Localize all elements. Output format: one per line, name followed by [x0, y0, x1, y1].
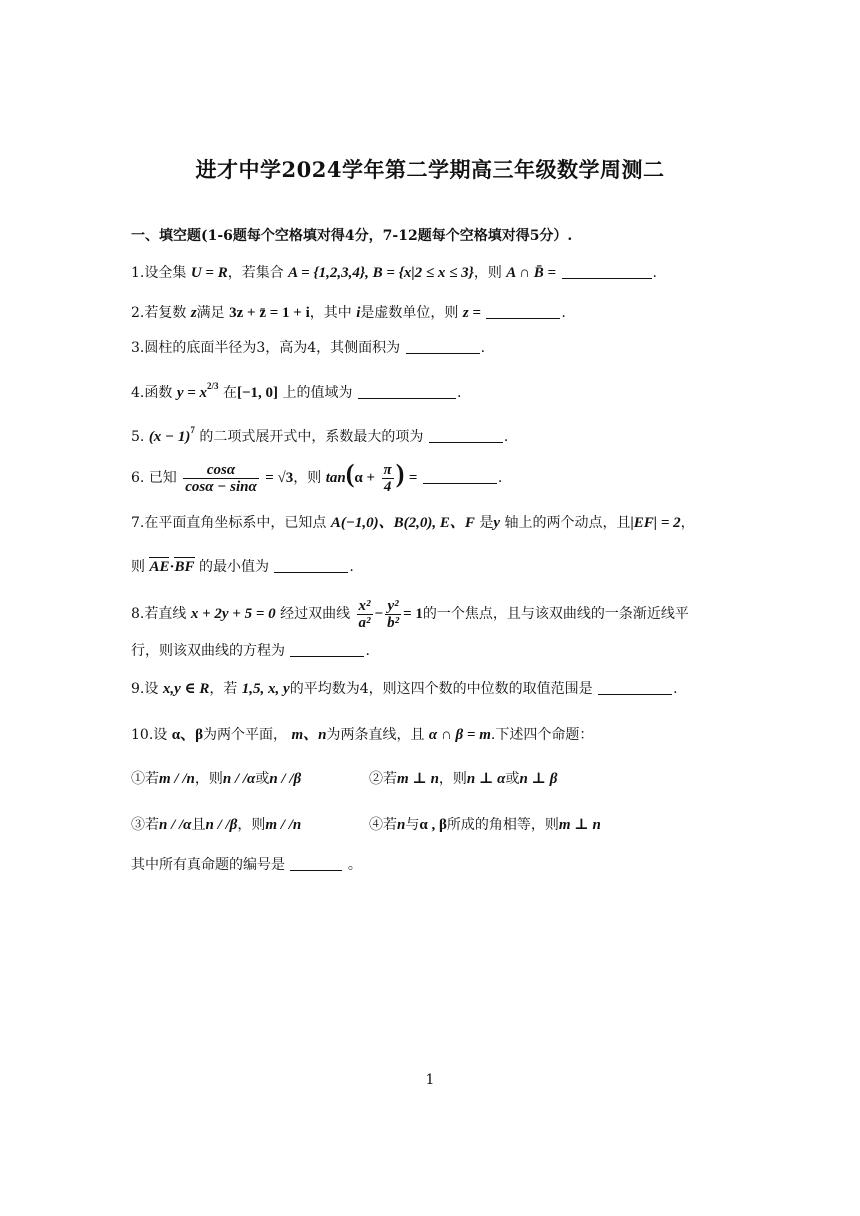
question-4: 4.函数 $y = x^{2/3}$ 在[−1, 0] 上的值域为 .: [131, 381, 462, 401]
question-10: 10.设 α、β为两个平面， m、n为两条直线，且 α ∩ β = m.下述四个命题：: [131, 727, 594, 743]
fraction: $\frac{\text{x²}}{\text{a²}}$: [358, 597, 371, 631]
answer-blank: [406, 339, 480, 354]
fraction: $\frac{\cos\alpha}{\cos\alpha - \sin\alpha}$: [185, 461, 257, 495]
question-6: 6. 已知 $\frac{\cos\alpha}{\cos\alpha - \sin\alpha}$ = √3，则 tan(α + $\frac{\pi}{4}$ ) = .: [131, 459, 503, 495]
proposition-row-2: [131, 814, 740, 836]
answer-blank: [486, 304, 560, 319]
answer-blank: [358, 384, 456, 399]
question-7: 7.在平面直角坐标系中，已知点 A(−1,0)、B(2,0), E、F 是y 轴上的两个动点，且|EF| = 2，: [131, 515, 695, 531]
answer-blank: [290, 642, 364, 657]
document-title: 进才中学2024学年第二学期高三年级数学周测二: [195, 157, 665, 182]
answer-blank: [598, 680, 672, 695]
answer-blank: [290, 856, 342, 871]
fraction: $\frac{\pi}{4}$: [383, 461, 392, 495]
proposition-3: ③若n / /α且n / /β，则m / /n: [131, 817, 302, 833]
question-1: 1.设全集 U = R，若集合 A = {1,2,3,4}, B = {x|2 ≤ x ≤ 3}，则 A ∩ B̄ = .: [131, 265, 657, 281]
proposition-2: ②若m ⊥ n，则n ⊥ α或n ⊥ β: [369, 771, 558, 787]
question-5: 5. $(x - 1)^7$ 的二项式展开式中，系数最大的项为 .: [131, 425, 509, 445]
answer-blank: [274, 558, 348, 573]
question-9: 9.设 x,y ∈ R，若 1,5, x, y的平均数为4，则这四个数的中位数的取值范围是 .: [131, 681, 678, 697]
proposition-1: ①若m / /n，则n / /α或n / /β: [131, 771, 302, 787]
question-8-line-2: 行，则该双曲线的方程为 .: [131, 643, 370, 659]
answer-blank: [562, 264, 652, 279]
answer-blank: [429, 428, 503, 443]
proposition-row-1: [131, 768, 740, 790]
question-10-final: 其中所有真命题的编号是 。: [131, 857, 362, 873]
question-7-line-2: 则 AE·BF 的最小值为 .: [131, 559, 354, 575]
page-number: 1: [425, 1072, 435, 1088]
section-heading: 一、填空题(1-6题每个空格填对得4分，7-12题每个空格填对得5分）.: [131, 228, 573, 244]
fraction: $\frac{\text{y²}}{\text{b²}}$: [387, 597, 400, 631]
proposition-4: ④若n与α , β所成的角相等，则m ⊥ n: [369, 817, 601, 833]
answer-blank: [423, 469, 497, 484]
question-2: 2.若复数 z满足 3z + z̄ = 1 + i，其中 i是虚数单位，则 z = .: [131, 305, 566, 321]
question-8: 8.若直线 x + 2y + 5 = 0 经过双曲线 $\frac{\text{x²}}{\text{a²}}$ − $\frac{\text{y²}}{\text{b²}}$ = 1的一个焦点，且与该双曲线的一条渐近线平: [131, 597, 689, 631]
question-3: 3.圆柱的底面半径为3，高为4，其侧面积为 .: [131, 340, 486, 356]
